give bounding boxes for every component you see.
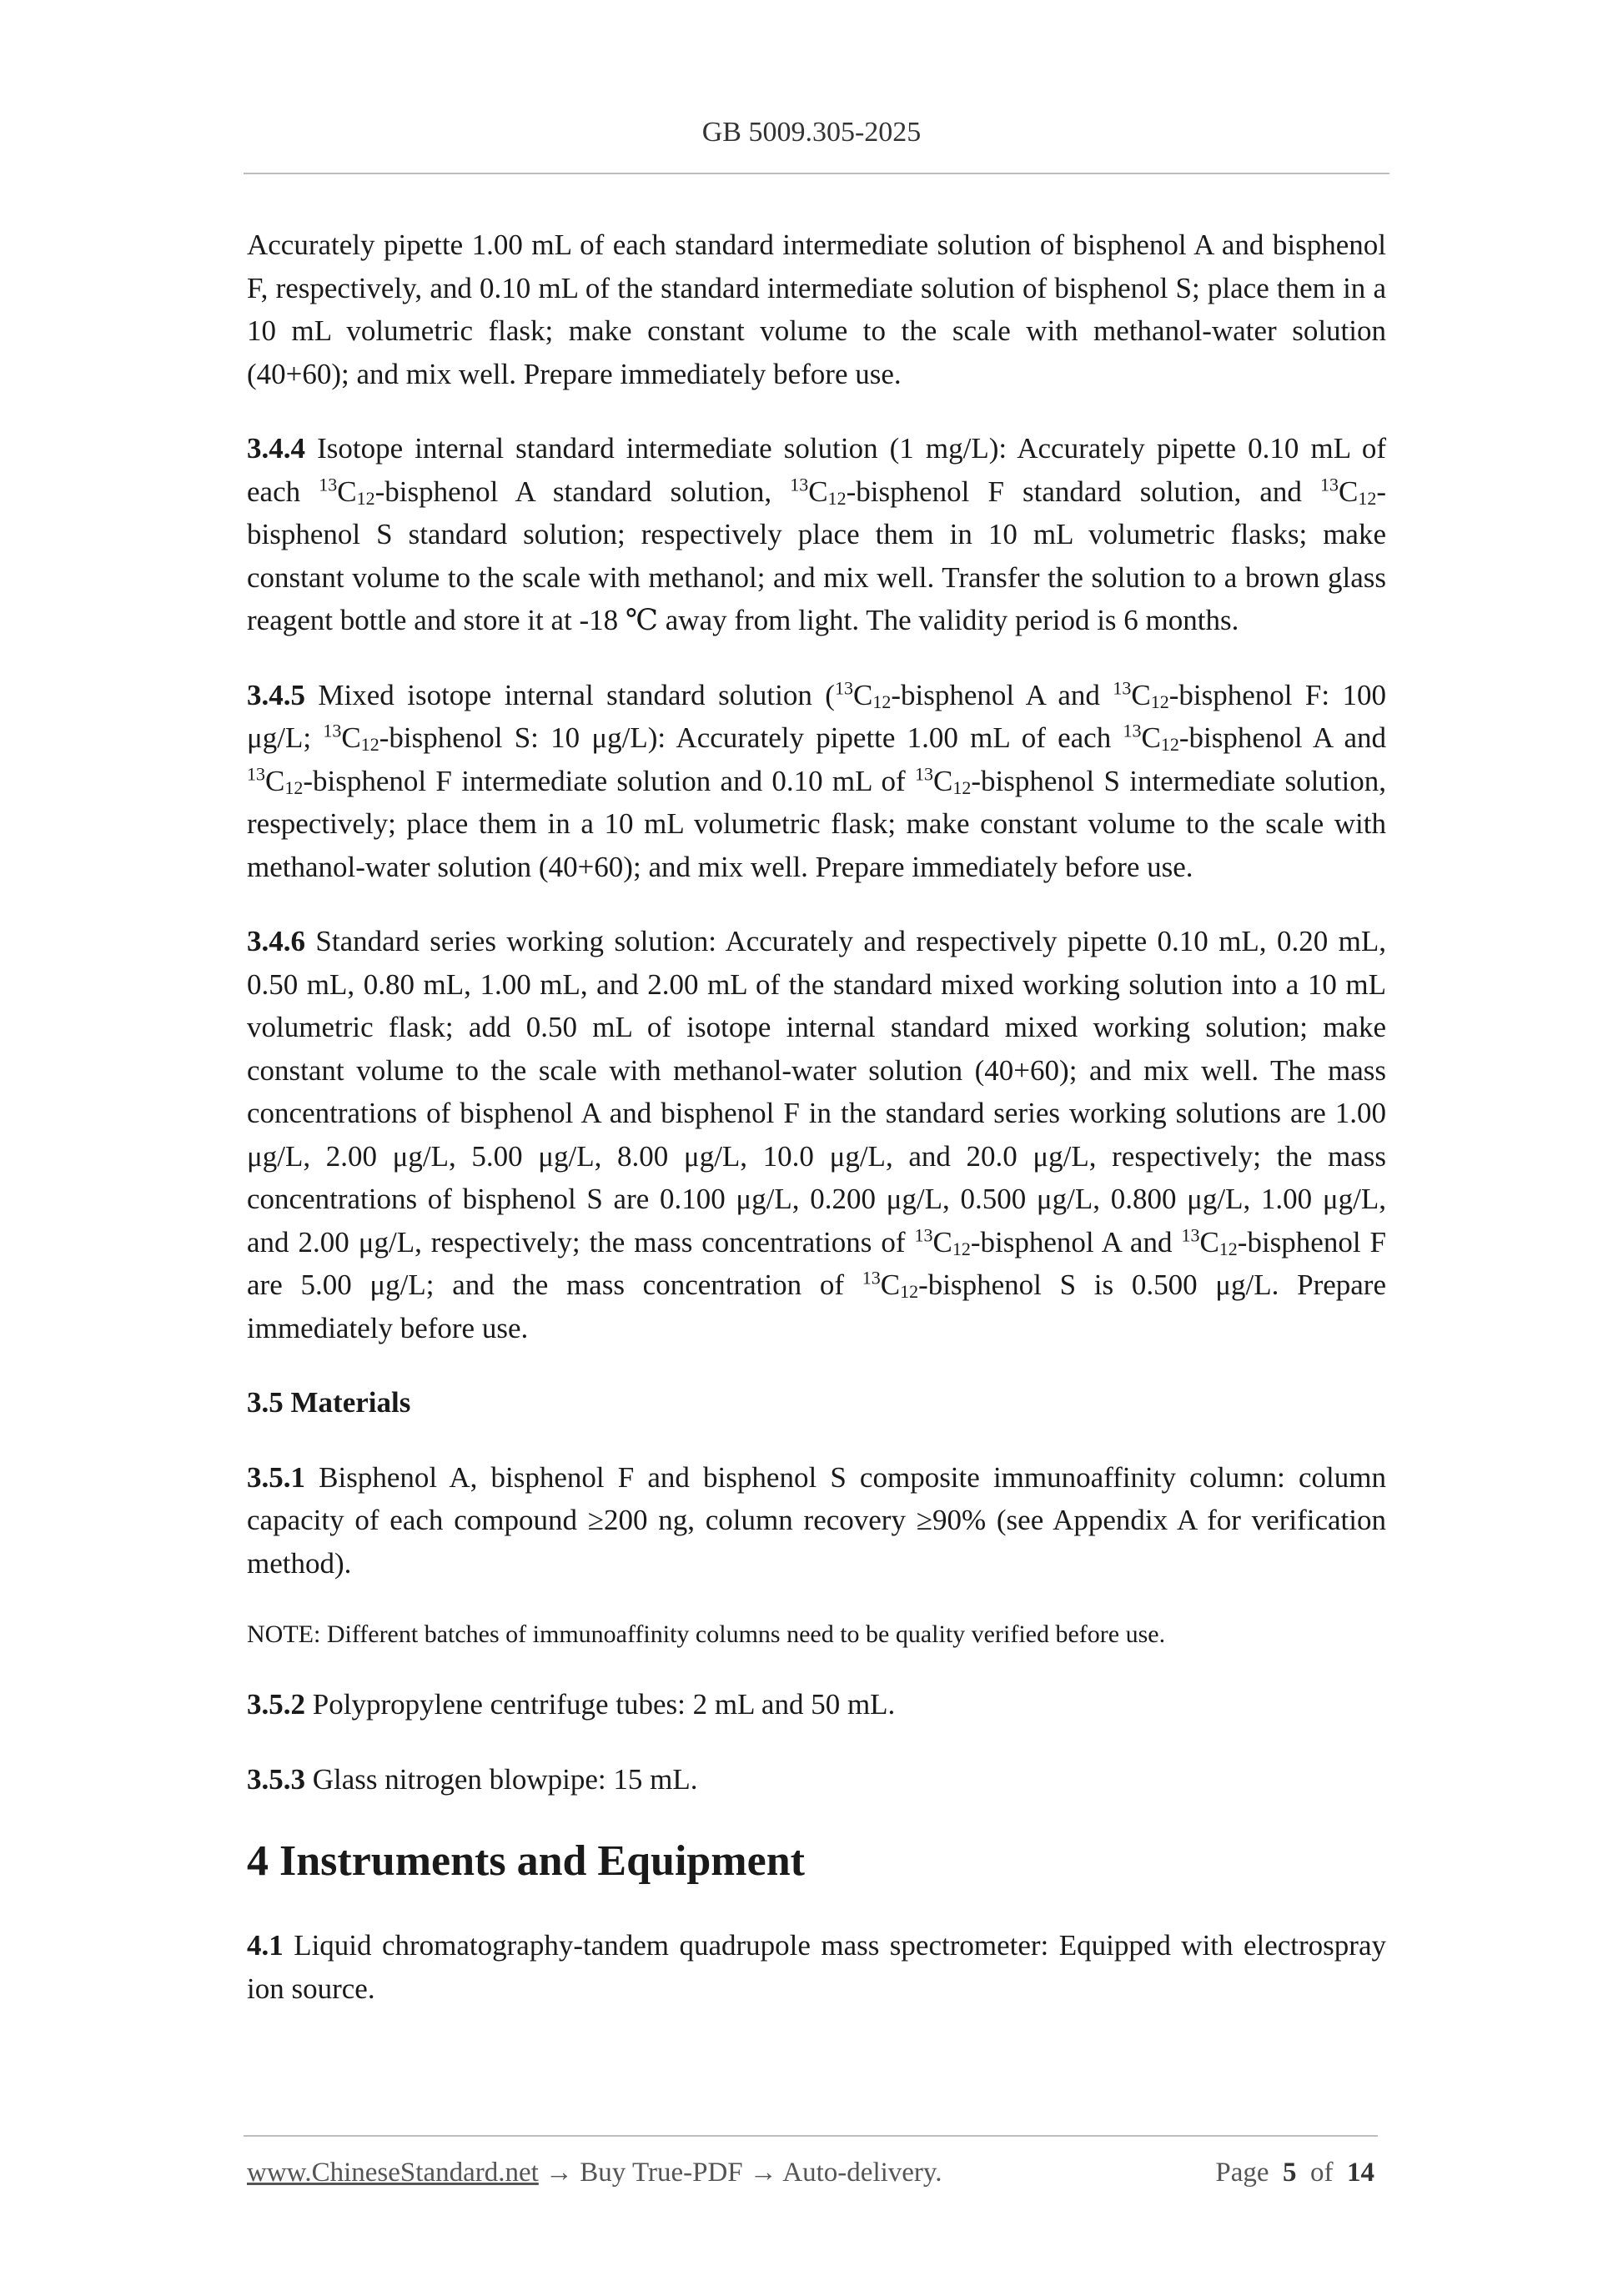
section-number: 3.4.5 [247, 678, 305, 711]
isotope-formula: $^{13}C_{12}$ [1113, 676, 1169, 712]
footer-divider [244, 2135, 1378, 2137]
section-number: 4.1 [247, 1929, 284, 1962]
buy-text: Buy True-PDF [573, 2158, 750, 2188]
paragraph-4-1: 4.1 Liquid chromatography-tandem quadrupole mass spectrometer: Equipped with electrospray ion source. [247, 1929, 1386, 2005]
isotope-formula: $^{13}C_{12}$ [790, 473, 847, 509]
page-indicator [1215, 2158, 1374, 2188]
paragraph-3-4-4: 3.4.4 Isotope internal standard intermediate solution (1 mg/L): Accurately pipette 0.10 mL of each $^{13}C_{12}$-bisphenol A standard solution, $^{13}C_{12}$-bisphenol F standard solution, and $^{13}C_{12}$-bisphenol S standard solution; respectively place them in 10 mL volumetric flasks; make constant volume to the scale with methanol; and mix well. Transfer the solution to a brown glass reagent bottle and store it at -18 ℃ away from light. The validity period is 6 months. [247, 432, 1386, 636]
website-link[interactable]: www.ChineseStandard.net [247, 2158, 539, 2188]
section-number: 3.5.1 [247, 1460, 305, 1494]
of-label: of [1310, 2158, 1334, 2188]
section-heading-3-5: 3.5 Materials [247, 1386, 411, 1419]
isotope-formula: $^{13}C_{12}$ [323, 720, 379, 755]
section-number: 3.5.3 [247, 1762, 305, 1796]
section-number: 3.5.2 [247, 1688, 305, 1721]
paragraph-3-4-5: 3.4.5 Mixed isotope internal standard solution ($^{13}C_{12}$-bisphenol A and $^{13}C_{12}$-bisphenol F: 100 μg/L; $^{13}C_{12}$-bisphenol S: 10 μg/L): Accurately pipette 1.00 mL of each $^{13}C_{12}$-bisphenol A and $^{13}C_{12}$-bisphenol F intermediate solution and 0.10 mL of $^{13}C_{12}$-bisphenol S intermediate solution, respectively; place them in a 10 mL volumetric flask; make constant volume to the scale with methanol-water solution (40+60); and mix well. Prepare immediately before use. [247, 676, 1387, 883]
isotope-formula: $^{13}C_{12}$ [1123, 720, 1179, 755]
header-title: GB 5009.305-2025 [701, 117, 922, 148]
paragraph-3-5-2: 3.5.2 Polypropylene centrifuge tubes: 2 mL and 50 mL. [247, 1688, 896, 1721]
page-number: 5 [1283, 2158, 1297, 2188]
arrow-right-icon: → [749, 2158, 777, 2188]
delivery-text: Auto-delivery. [776, 2158, 942, 2188]
note-text: NOTE: Different batches of immunoaffinity columns need to be quality verified before use. [247, 1620, 1166, 1648]
isotope-formula: $^{13}C_{12}$ [914, 1223, 971, 1259]
isotope-formula: $^{13}C_{12}$ [1319, 473, 1377, 509]
footer-promo [247, 2158, 942, 2188]
paragraph-intro: Accurately pipette 1.00 mL of each standard intermediate solution of bisphenol A and bisphenol F, respectively, and 0.10 mL of the standard intermediate solution of bisphenol S; place them in a 10 mL volumetric flask; make constant volume to the scale with methanol-water solution (40+60); and mix well. Prepare immediately before use. [247, 229, 1386, 390]
isotope-formula: $^{13}C_{12}$ [862, 1267, 919, 1302]
page-label: Page [1215, 2158, 1269, 2188]
section-number: 3.4.4 [247, 432, 305, 465]
document-body [247, 224, 1386, 2042]
header-divider [244, 173, 1389, 174]
paragraph-3-4-6: 3.4.6 Standard series working solution: Accurately and respectively pipette 0.10 mL, 0.20 mL, 0.50 mL, 0.80 mL, 1.00 mL, and 2.00 mL of the standard mixed working solution into a 10 mL volumetric flask; add 0.50 mL of isotope internal standard mixed working solution; make constant volume to the scale with methanol-water solution (40+60); and mix well. The mass concentrations of bisphenol A and bisphenol F in the standard series working solutions are 1.00 μg/L, 2.00 μg/L, 5.00 μg/L, 8.00 μg/L, 10.0 μg/L, and 20.0 μg/L, respectively; the mass concentrations of bisphenol S are 0.100 μg/L, 0.200 μg/L, 0.500 μg/L, 0.800 μg/L, 1.00 μg/L, and 2.00 μg/L, respectively; the mass concentrations of $^{13}C_{12}$-bisphenol A and $^{13}C_{12}$-bisphenol F are 5.00 μg/L; and the mass concentration of $^{13}C_{12}$-bisphenol S is 0.500 μg/L. Prepare immediately before use. [247, 925, 1386, 1344]
isotope-formula: $^{13}C_{12}$ [1181, 1223, 1238, 1259]
isotope-formula: $^{13}C_{12}$ [834, 676, 892, 712]
paragraph-3-5-1: 3.5.1 Bisphenol A, bisphenol F and bisphenol S composite immunoaffinity column: column capacity of each compound ≥200 ng, column recovery ≥90% (see Appendix A for verification method). [247, 1460, 1386, 1580]
isotope-formula: $^{13}C_{12}$ [319, 473, 375, 509]
page-total: 14 [1347, 2158, 1374, 2188]
chapter-heading-4: 4 Instruments and Equipment [247, 1837, 805, 1885]
arrow-right-icon: → [545, 2158, 574, 2188]
paragraph-3-5-3: 3.5.3 Glass nitrogen blowpipe: 15 mL. [247, 1762, 698, 1796]
section-number: 3.4.6 [247, 925, 305, 957]
isotope-formula: $^{13}C_{12}$ [247, 762, 304, 798]
isotope-formula: $^{13}C_{12}$ [915, 762, 972, 798]
